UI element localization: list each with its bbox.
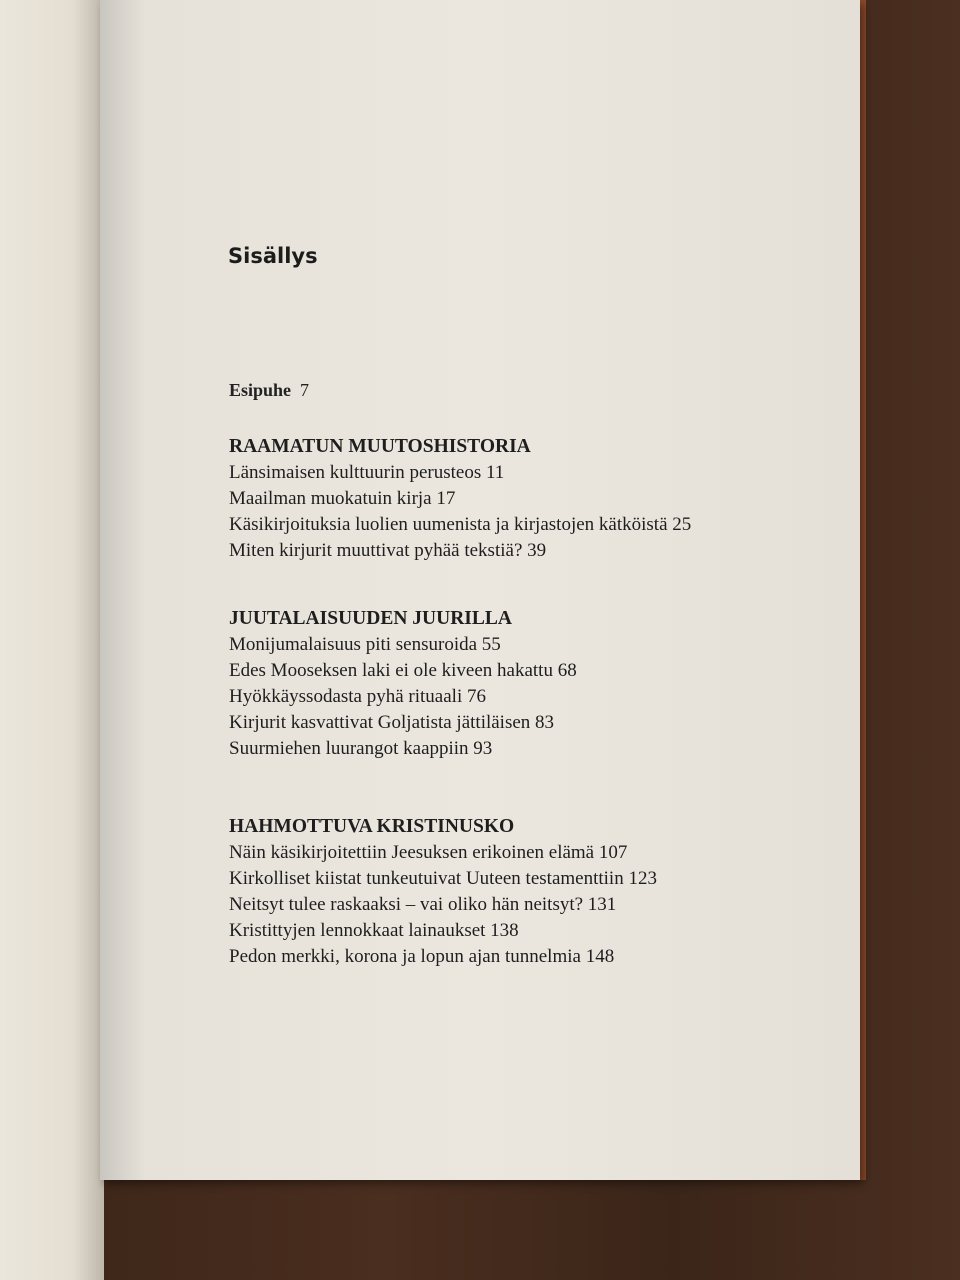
section-heading: JUUTALAISUUDEN JUURILLA [229, 608, 512, 629]
section-heading: HAHMOTTUVA KRISTINUSKO [229, 816, 515, 837]
toc-entry: Hyökkäyssodasta pyhä rituaali 76 [229, 686, 486, 707]
preface-label: Esipuhe [229, 380, 292, 400]
toc-preface [229, 380, 309, 401]
right-page [100, 0, 860, 1180]
toc-entry: Länsimaisen kulttuurin perusteos 11 [229, 462, 505, 483]
toc-entry: Suurmiehen luurangot kaappiin 93 [229, 738, 493, 759]
toc-entry: Kristittyjen lennokkaat lainaukset 138 [229, 920, 519, 941]
toc-entry: Neitsyt tulee raskaaksi – vai oliko hän neitsyt? 131 [229, 894, 617, 915]
toc-entry: Kirkolliset kiistat tunkeutuivat Uuteen testamenttiin 123 [229, 868, 657, 889]
toc-entry: Monijumalaisuus piti sensuroida 55 [229, 634, 501, 655]
toc-section [229, 814, 657, 970]
toc-section [229, 606, 577, 762]
left-page [0, 0, 104, 1280]
toc-entry: Kirjurit kasvattivat Goljatista jättiläisen 83 [229, 712, 555, 733]
toc-entry: Miten kirjurit muuttivat pyhää tekstiä? 39 [229, 540, 547, 561]
page-title: Sisällys [228, 244, 318, 268]
section-heading: RAAMATUN MUUTOSHISTORIA [229, 436, 531, 457]
toc-entry: Näin käsikirjoitettiin Jeesuksen erikoinen elämä 107 [229, 842, 628, 863]
toc-entry: Käsikirjoituksia luolien uumenista ja kirjastojen kätköistä 25 [229, 514, 692, 535]
toc-entry: Maailman muokatuin kirja 17 [229, 488, 456, 509]
toc-entry: Pedon merkki, korona ja lopun ajan tunnelmia 148 [229, 946, 615, 967]
toc-entry: Edes Mooseksen laki ei ole kiveen hakattu 68 [229, 660, 577, 681]
preface-page: 7 [300, 380, 310, 400]
toc-section [229, 434, 691, 564]
